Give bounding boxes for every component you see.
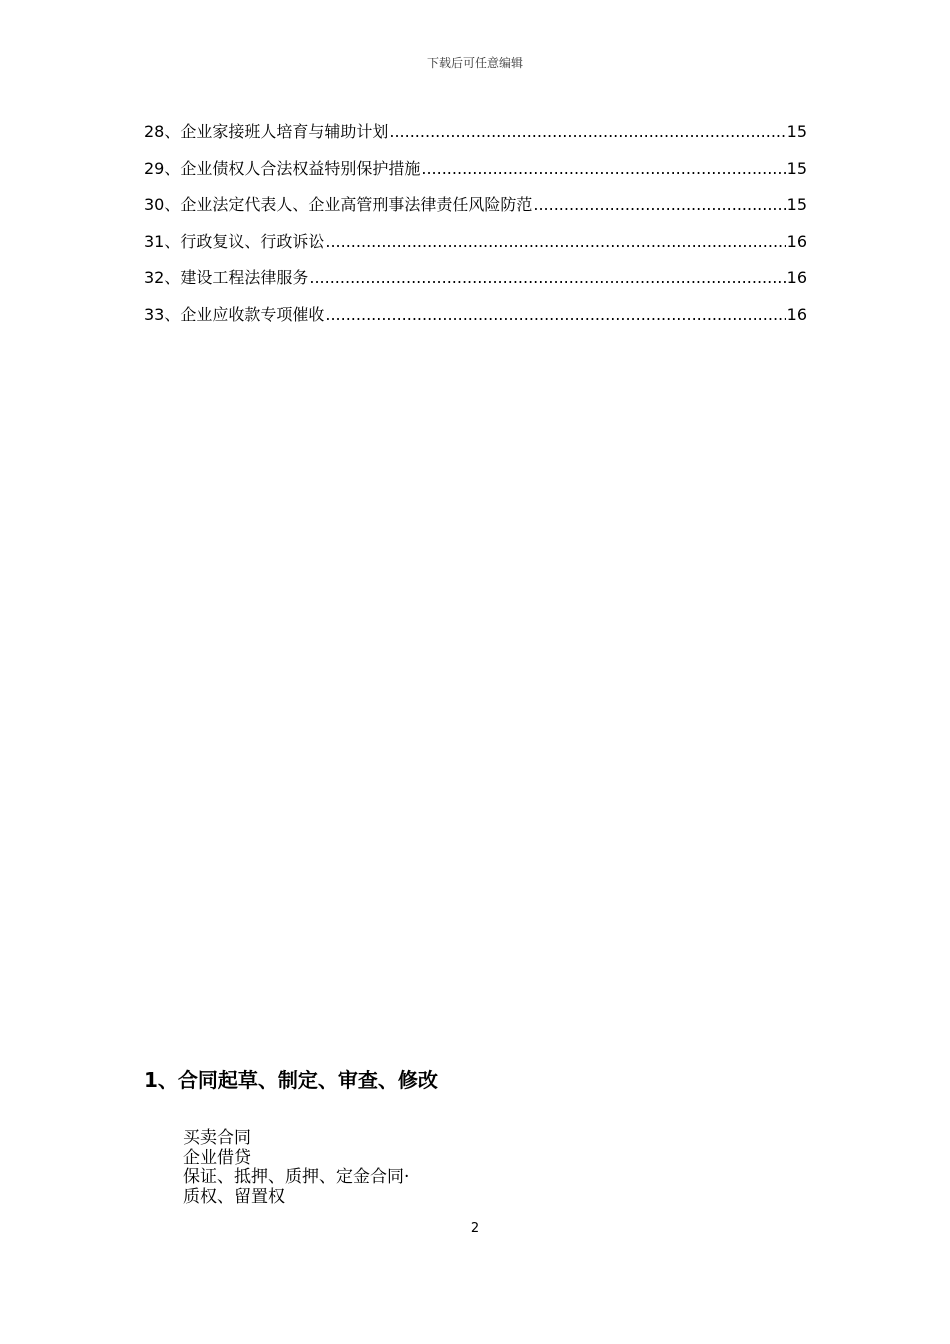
toc-entry-title: 31、行政复议、行政诉讼 (144, 231, 325, 251)
toc-entry-page: 15 (786, 195, 807, 214)
toc-entry-title: 29、企业债权人合法权益特别保护措施 (144, 158, 421, 178)
toc-entry[interactable] (144, 230, 807, 267)
table-of-contents (144, 120, 807, 339)
toc-entry[interactable] (144, 266, 807, 303)
toc-dot-leader (325, 230, 785, 254)
section-list-item: 企业借贷 (183, 1147, 251, 1168)
toc-dot-leader (533, 193, 785, 217)
toc-dot-leader (389, 120, 785, 144)
toc-dot-leader (325, 303, 785, 327)
section-list-item: 质权、留置权 (183, 1186, 285, 1207)
section-item-list (183, 1129, 409, 1207)
section-heading: 1、合同起草、制定、审查、修改 (144, 1068, 438, 1092)
toc-entry[interactable] (144, 120, 807, 157)
toc-entry-page: 15 (786, 158, 807, 178)
toc-entry-page: 16 (786, 268, 807, 287)
page-header-note: 下载后可任意编辑 (426, 56, 523, 70)
page-number: 2 (470, 1221, 480, 1236)
toc-entry-title: 32、建设工程法律服务 (144, 268, 309, 287)
toc-entry-title: 28、企业家接班人培育与辅助计划 (144, 122, 389, 141)
toc-entry-page: 16 (786, 231, 807, 251)
toc-dot-leader (309, 266, 785, 290)
toc-entry-title: 33、企业应收款专项催收 (144, 304, 325, 324)
toc-dot-leader (421, 157, 785, 181)
toc-entry[interactable] (144, 193, 807, 230)
toc-entry[interactable] (144, 303, 807, 340)
toc-entry[interactable] (144, 157, 807, 194)
section-list-item: 保证、抵押、质押、定金合同· (183, 1167, 410, 1187)
section-list-item: 买卖合同 (183, 1128, 251, 1148)
toc-entry-page: 15 (786, 122, 807, 141)
toc-entry-page: 16 (786, 304, 807, 324)
toc-entry-title: 30、企业法定代表人、企业高管刑事法律责任风险防范 (144, 195, 533, 214)
